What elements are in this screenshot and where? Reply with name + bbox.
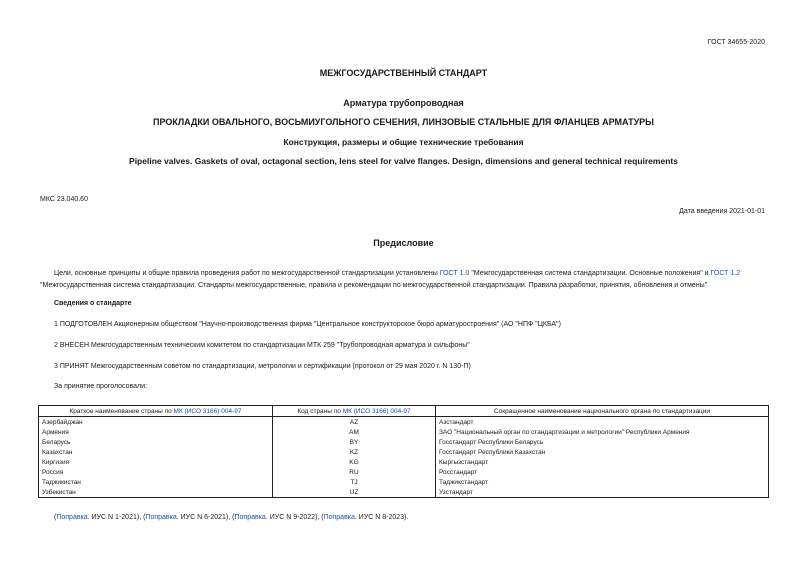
column-header-text: Краткое наименование страны по — [69, 407, 172, 415]
body-cell: Азстандарт — [436, 417, 769, 428]
paragraph-text: "Межгосударственная система стандартизации. Стандарты межгосударственные, правила и рекомендации по межгосударственной стандартизации. Правила разработки, принятия, обновления и отмены" — [40, 282, 708, 289]
gost-1-0-link[interactable]: ГОСТ 1.0 — [439, 270, 470, 277]
countries-table — [38, 405, 769, 498]
country-cell: Россия — [39, 467, 273, 477]
document-title-sub: Конструкция, размеры и общие технические требования — [283, 137, 524, 147]
amendment-text: . ИУС N 8-2023). — [354, 514, 409, 521]
column-header-body: Сокращенное наименование национального органа по стандартизации — [436, 406, 769, 417]
table-row — [39, 457, 769, 467]
document-code: ГОСТ 34655-2020 — [707, 39, 765, 46]
table-row — [39, 467, 769, 477]
paragraph-text: "Межгосударственная система стандартизации. Основные положения" и — [471, 270, 709, 277]
table-header-row — [39, 406, 769, 417]
document-title-en: Pipeline valves. Gaskets of oval, octagonal section, lens steel for valve flanges. Design, dimensions and general technical requirements — [129, 156, 678, 166]
table-row — [39, 437, 769, 447]
code-cell: BY — [273, 437, 436, 447]
body-cell: Госстандарт Республики Казахстан — [436, 447, 769, 457]
info-item-3: 3 ПРИНЯТ Межгосударственным советом по стандартизации, метрологии и сертификации (протокол от 29 мая 2020 г. N 130-П) — [54, 363, 471, 370]
amendment-link[interactable]: Поправка — [323, 514, 355, 521]
country-cell: Азербайджан — [39, 417, 273, 428]
country-cell: Узбекистан — [39, 487, 273, 498]
code-cell: KZ — [273, 447, 436, 457]
paragraph-text: Цели, основные принципы и общие правила проведения работ по межгосударственной стандартизации установлены — [54, 270, 438, 277]
country-cell: Киргизия — [39, 457, 273, 467]
country-cell: Беларусь — [39, 437, 273, 447]
gost-1-2-link[interactable]: ГОСТ 1.2 — [710, 270, 741, 277]
column-header-country — [39, 406, 273, 417]
country-cell: Казахстан — [39, 447, 273, 457]
mk-iso-link[interactable]: МК (ИСО 3166) 004-97 — [342, 407, 411, 415]
amendment-text: . ИУС N 1-2021) — [87, 514, 140, 521]
code-cell: KG — [273, 457, 436, 467]
info-item-2: 2 ВНЕСЕН Межгосударственным техническим комитетом по стандартизации МТК 259 "Трубопроводная арматура и сильфоны" — [54, 342, 470, 349]
code-cell: UZ — [273, 487, 436, 498]
standard-type: МЕЖГОСУДАРСТВЕННЫЙ СТАНДАРТ — [319, 68, 488, 78]
table-row — [39, 487, 769, 498]
standard-info-heading: Сведения о стандарте — [54, 300, 132, 307]
amendment-text: . ИУС N 6-2021) — [176, 514, 229, 521]
info-item-1: 1 ПОДГОТОВЛЕН Акционерным обществом "Научно-производственная фирма "Центральное конструкторское бюро арматуростроения" (АО "НПФ "ЦКБА") — [54, 321, 561, 328]
code-cell: AZ — [273, 417, 436, 428]
column-header-code — [273, 406, 436, 417]
voted-label: За принятие проголосовали: — [54, 383, 147, 390]
body-cell: ЗАО "Национальный орган по стандартизации и метрологии" Республики Армения — [436, 427, 769, 437]
amendment-link[interactable]: Поправка — [234, 514, 266, 521]
code-cell: AM — [273, 427, 436, 437]
table-row — [39, 417, 769, 428]
foreword-paragraph — [40, 268, 770, 292]
country-cell: Таджикистан — [39, 477, 273, 487]
amendment-text: . ИУС N 9-2022) — [265, 514, 318, 521]
document-title: ПРОКЛАДКИ ОВАЛЬНОГО, ВОСЬМИУГОЛЬНОГО СЕЧЕНИЯ, ЛИНЗОВЫЕ СТАЛЬНЫЕ ДЛЯ ФЛАНЦЕВ АРМАТУРЫ — [153, 117, 654, 127]
code-cell: TJ — [273, 477, 436, 487]
country-cell: Армения — [39, 427, 273, 437]
body-cell: Росстандарт — [436, 467, 769, 477]
body-cell: Кыргызстандарт — [436, 457, 769, 467]
mk-iso-link[interactable]: МК (ИСО 3166) 004-97 — [173, 407, 242, 415]
body-cell: Госстандарт Республики Беларусь — [436, 437, 769, 447]
table-row — [39, 477, 769, 487]
document-subtitle: Арматура трубопроводная — [343, 98, 464, 108]
body-cell: Узстандарт — [436, 487, 769, 498]
foreword-heading: Предисловие — [373, 238, 434, 248]
amendment-link[interactable]: Поправка — [145, 514, 177, 521]
table-row — [39, 447, 769, 457]
mks-code: МКС 23.040.60 — [40, 196, 88, 203]
amendments-line: (Поправка. ИУС N 1-2021), (Поправка. ИУС N 6-2021), (Поправка. ИУС N 9-2022), (Поправка. ИУС N 8-2023). — [54, 514, 409, 521]
effective-date: Дата введения 2021-01-01 — [679, 208, 765, 215]
column-header-text: Код страны по — [297, 407, 341, 415]
body-cell: Таджикстандарт — [436, 477, 769, 487]
table-row — [39, 427, 769, 437]
code-cell: RU — [273, 467, 436, 477]
amendment-link[interactable]: Поправка — [56, 514, 88, 521]
